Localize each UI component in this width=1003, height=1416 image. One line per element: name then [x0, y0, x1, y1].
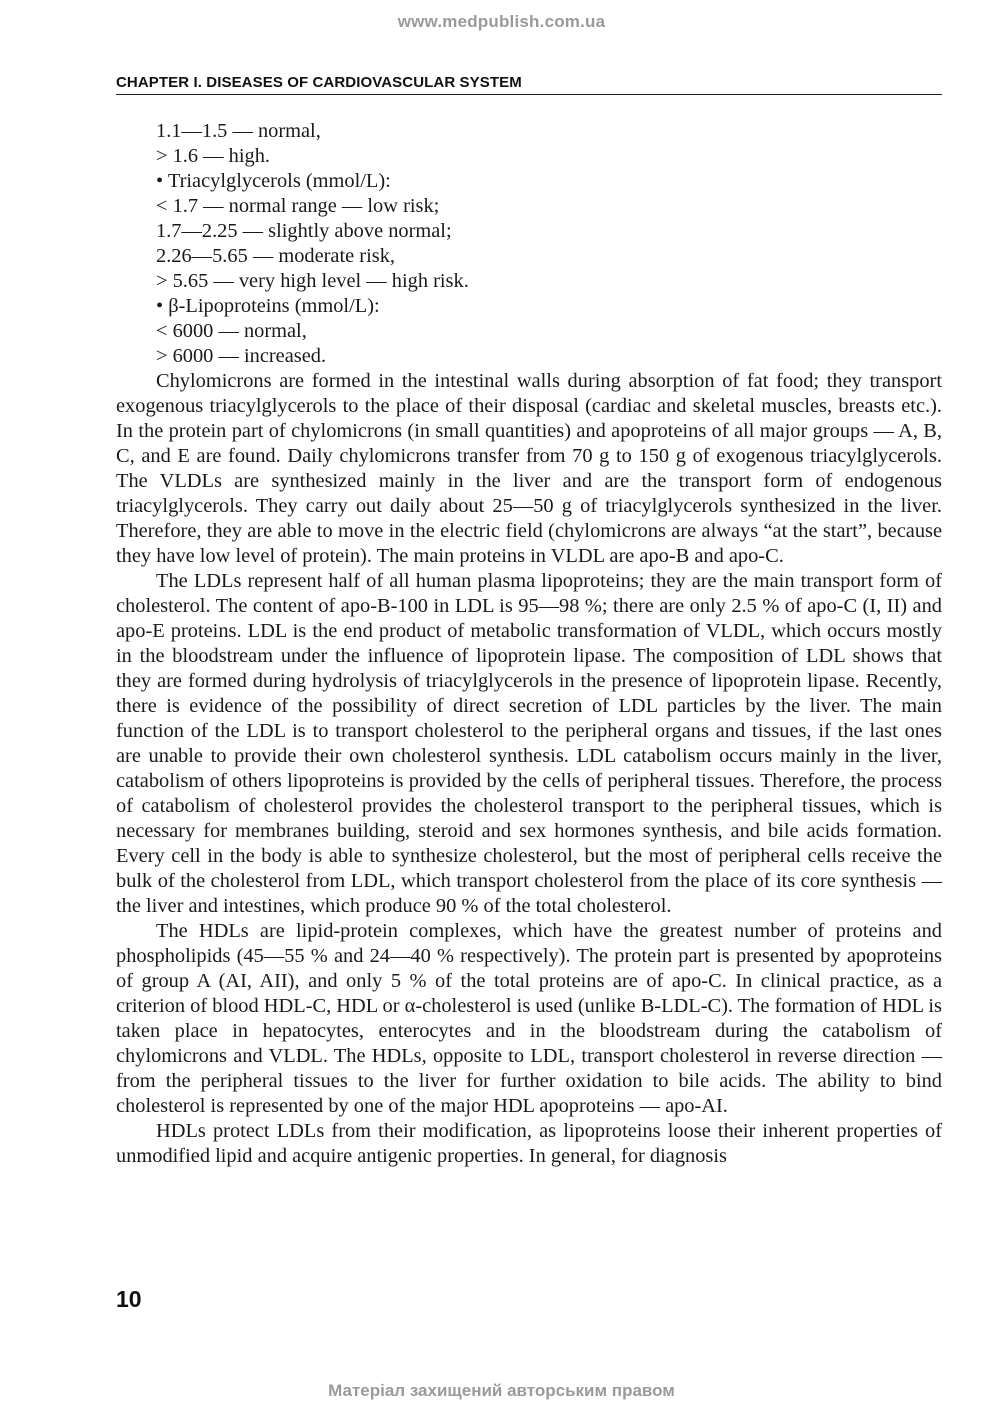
paragraph-ldl: The LDLs represent half of all human plasma lipoproteins; they are the main transport form of cholesterol. The content of apo-B-100 in LDL is 95—98 %; there are only 2.5 % of apo-C (I, II) and apo-E proteins. LDL is the end product of metabolic transformation of VLDL, which occurs mostly in the bloodstream under the influence of lipoprotein lipase. The composition of LDL shows that they are formed during hydrolysis of triacylglycerols in the presence of lipoprotein lipase. Recently, there is evidence of the possibility of direct secretion of LDL particles by the liver. The main function of the LDL is to transport cholesterol to the peripheral organs and tissues, if the last ones are unable to provide their own cholesterol synthesis. LDL catabolism occurs mainly in the liver, catabolism of others lipoproteins is provided by the cells of peripheral tissues. Therefore, the process of catabolism of cholesterol provides the cholesterol transport to the peripheral tissues, which is necessary for membranes building, steroid and sex hormones synthesis, and bile acids formation. Every cell in the body is able to synthesize cholesterol, but the most of peripheral cells receive the bulk of the cholesterol from LDL, which transport cholesterol from the place of its core synthesis — the liver and intestines, which produce 90 % of the total cholesterol.: [116, 570, 942, 917]
list-item: • β-Lipoproteins (mmol/L):: [156, 295, 380, 317]
copyright-notice: Матеріал захищений авторським правом: [328, 1381, 675, 1400]
list-item: 2.26—5.65 — moderate risk,: [156, 245, 395, 267]
chapter-title: CHAPTER I. DISEASES OF CARDIOVASCULAR SYSTEM: [116, 74, 522, 91]
list-item: > 5.65 — very high level — high risk.: [156, 270, 469, 292]
list-item: 1.7—2.25 — slightly above normal;: [156, 220, 452, 242]
list-item: > 6000 — increased.: [156, 345, 327, 367]
list-item: < 6000 — normal,: [156, 320, 307, 342]
page-number: 10: [116, 1286, 142, 1312]
paragraph-chylomicrons: Chylomicrons are formed in the intestinal walls during absorption of fat food; they transport exogenous triacylglycerols to the place of their disposal (cardiac and skeletal muscles, breasts etc.). In the protein part of chylomicrons (in small quantities) and apoproteins of all major groups — A, B, C, and E are found. Daily chylomicrons transfer from 70 g to 150 g of exogenous triacylglycerols. The VLDLs are synthesized mainly in the liver and are the transport form of endogenous triacylglycerols. They carry out daily about 25—50 g of triacylglycerols synthesized in the liver. Therefore, they are able to move in the electric field (chylomicrons are always “at the start”, because they have low level of protein). The main proteins in VLDL are apo-B and apo-C.: [116, 370, 942, 567]
paragraph-hdl: The HDLs are lipid-protein complexes, which have the greatest number of proteins and phospholipids (45—55 % and 24—40 % respectively). The protein part is presented by apoproteins of group A (AI, AII), and only 5 % of the total proteins are of apo-C. In clinical practice, as a criterion of blood HDL-C, HDL or α-cholesterol is used (unlike B-LDL-C). The formation of HDL is taken place in hepatocytes, enterocytes and in the bloodstream during the catabolism of chylomicrons and VLDL. The HDLs, opposite to LDL, transport cholesterol in reverse direction — from the peripheral tissues to the liver for further oxidation to bile acids. The ability to bind cholesterol is represented by one of the major HDL apoproteins — apo-AI.: [116, 920, 942, 1117]
chapter-header: [116, 74, 942, 95]
list-item: < 1.7 — normal range — low risk;: [156, 195, 440, 217]
site-url: www.medpublish.com.ua: [397, 12, 606, 31]
paragraph-hdl-protection: HDLs protect LDLs from their modification, as lipoproteins loose their inherent properties of unmodified lipid and acquire antigenic properties. In general, for diagnosis: [116, 1120, 942, 1167]
list-item: • Triacylglycerols (mmol/L):: [156, 170, 391, 192]
page-body: [116, 119, 942, 1169]
list-item: 1.1—1.5 — normal,: [156, 120, 321, 142]
list-item: > 1.6 — high.: [156, 145, 271, 167]
